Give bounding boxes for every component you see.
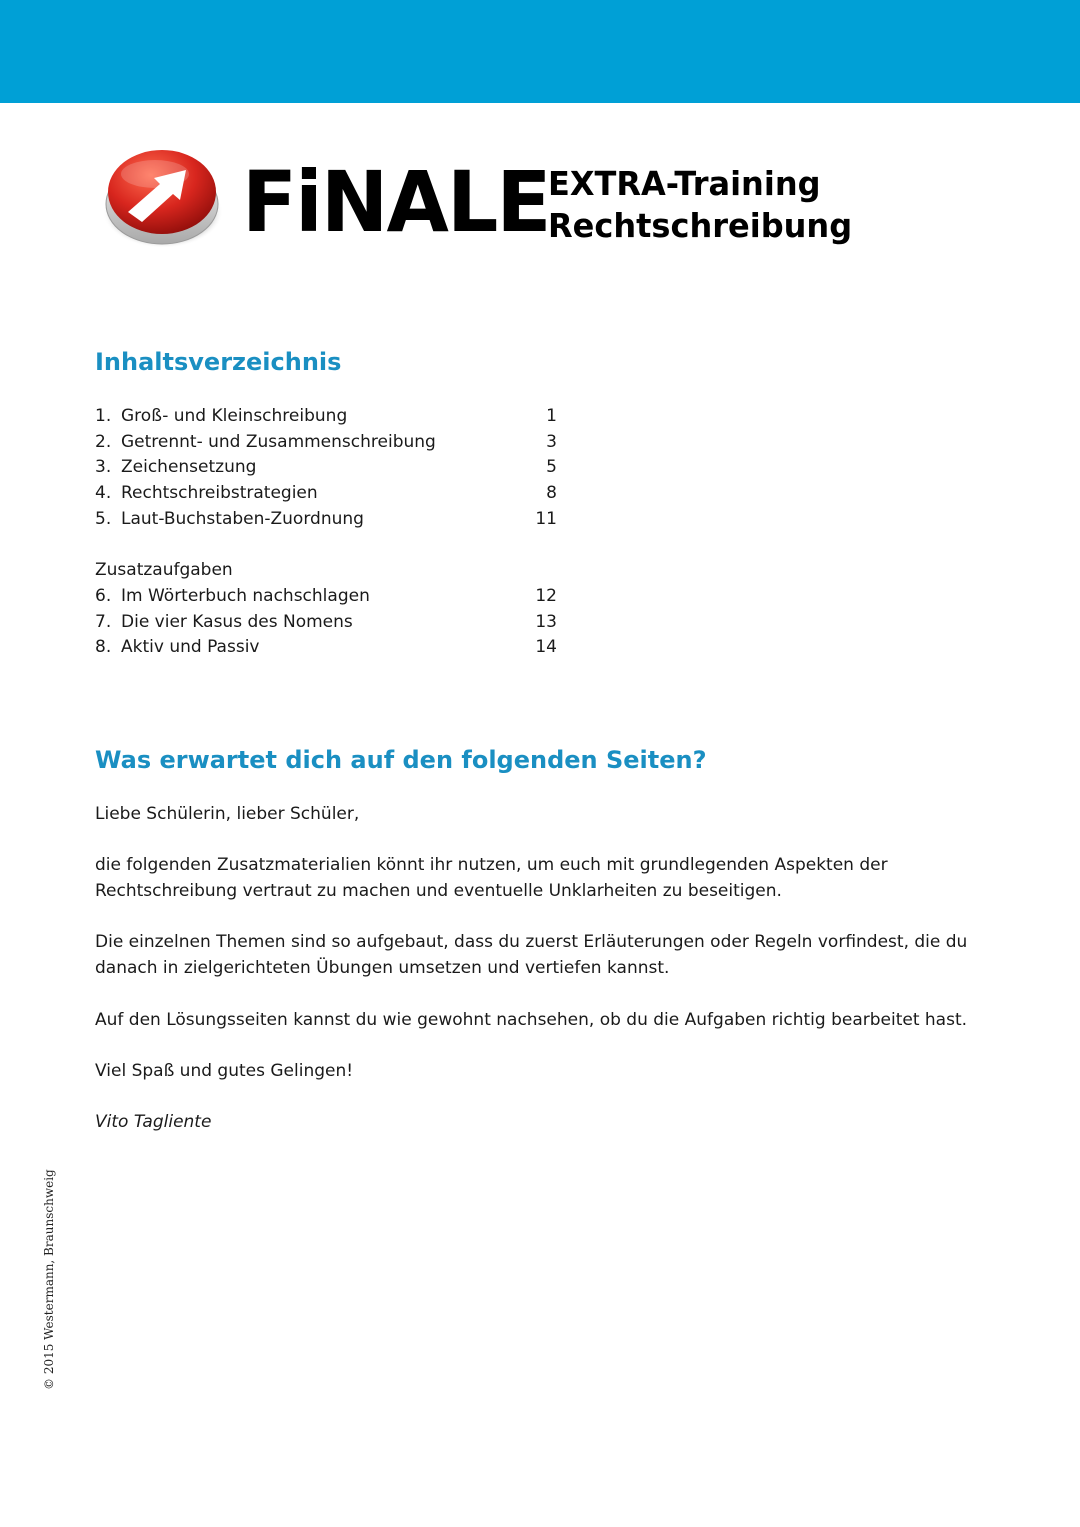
author-name: Vito Tagliente xyxy=(95,1112,212,1133)
intro-body xyxy=(95,802,995,1162)
toc-item xyxy=(95,610,557,636)
toc-item xyxy=(95,430,557,456)
intro-greeting: Liebe Schülerin, lieber Schüler, xyxy=(95,804,360,824)
toc-item-page: 3 xyxy=(546,431,557,452)
toc-item-label: Getrennt- und Zusammenschreibung xyxy=(121,431,436,452)
toc-item-number: 1. xyxy=(95,406,112,426)
toc-item-label: Aktiv und Passiv xyxy=(121,637,260,658)
toc-item-number: 6. xyxy=(95,585,112,606)
subtitle-line-1: EXTRA-Training xyxy=(548,164,821,203)
subtitle-line-2: Rechtschreibung xyxy=(548,206,853,245)
toc-item-page: 1 xyxy=(546,406,557,426)
toc-item-label: Zeichensetzung xyxy=(121,457,257,478)
intro-paragraph: die folgenden Zusatzmaterialien könnt ihr nutzen, um euch mit grundlegenden Aspekten der Rechtschreibung vertraut zu machen und eventuelle Unklarheiten zu beseitigen. xyxy=(95,855,888,902)
intro-paragraph: Auf den Lösungsseiten kannst du wie gewohnt nachsehen, ob du die Aufgaben richtig bearbeitet hast. xyxy=(95,1009,968,1030)
copyright-notice: © 2015 Westermann, Braunschweig xyxy=(42,1169,56,1390)
toc-extra-heading: Zusatzaufgaben xyxy=(95,560,233,581)
toc-spacer xyxy=(95,532,557,558)
toc-item-page: 13 xyxy=(535,611,557,632)
toc-item-label: Laut-Buchstaben-Zuordnung xyxy=(121,508,364,529)
toc-item xyxy=(95,635,557,661)
header-color-bar xyxy=(0,0,1080,103)
intro-heading: Was erwartet dich auf den folgenden Seiten? xyxy=(95,746,707,774)
toc-heading: Inhaltsverzeichnis xyxy=(95,348,342,376)
product-subtitle xyxy=(548,163,852,247)
toc-item-label: Rechtschreibstrategien xyxy=(121,483,318,504)
toc-item xyxy=(95,584,557,610)
toc-item xyxy=(95,481,557,507)
toc-item-number: 5. xyxy=(95,508,112,529)
toc-item xyxy=(95,404,557,430)
toc-item xyxy=(95,455,557,481)
toc-item-number: 8. xyxy=(95,637,112,658)
toc-item xyxy=(95,507,557,533)
toc-item-page: 5 xyxy=(546,457,557,478)
toc-item-label: Die vier Kasus des Nomens xyxy=(121,611,353,632)
logo-wordmark: FiNALE xyxy=(242,153,550,251)
toc-item-number: 4. xyxy=(95,483,112,504)
intro-closing: Viel Spaß und gutes Gelingen! xyxy=(95,1060,354,1081)
intro-paragraph: Die einzelnen Themen sind so aufgebaut, dass du zuerst Erläuterungen oder Regeln vorfindest, die du danach in zielgerichteten Übungen umsetzen und vertiefen kannst. xyxy=(95,932,968,979)
toc-item-label: Groß- und Kleinschreibung xyxy=(121,406,348,426)
arrow-button-icon xyxy=(100,142,225,250)
toc-item-number: 3. xyxy=(95,457,112,478)
toc-item-number: 7. xyxy=(95,611,112,632)
toc-item-label: Im Wörterbuch nachschlagen xyxy=(121,585,370,606)
toc-item-page: 11 xyxy=(535,508,557,529)
toc-item-number: 2. xyxy=(95,431,112,452)
toc-item-page: 12 xyxy=(535,585,557,606)
toc-item-page: 14 xyxy=(535,637,557,658)
table-of-contents xyxy=(95,404,557,661)
toc-item-page: 8 xyxy=(546,483,557,504)
